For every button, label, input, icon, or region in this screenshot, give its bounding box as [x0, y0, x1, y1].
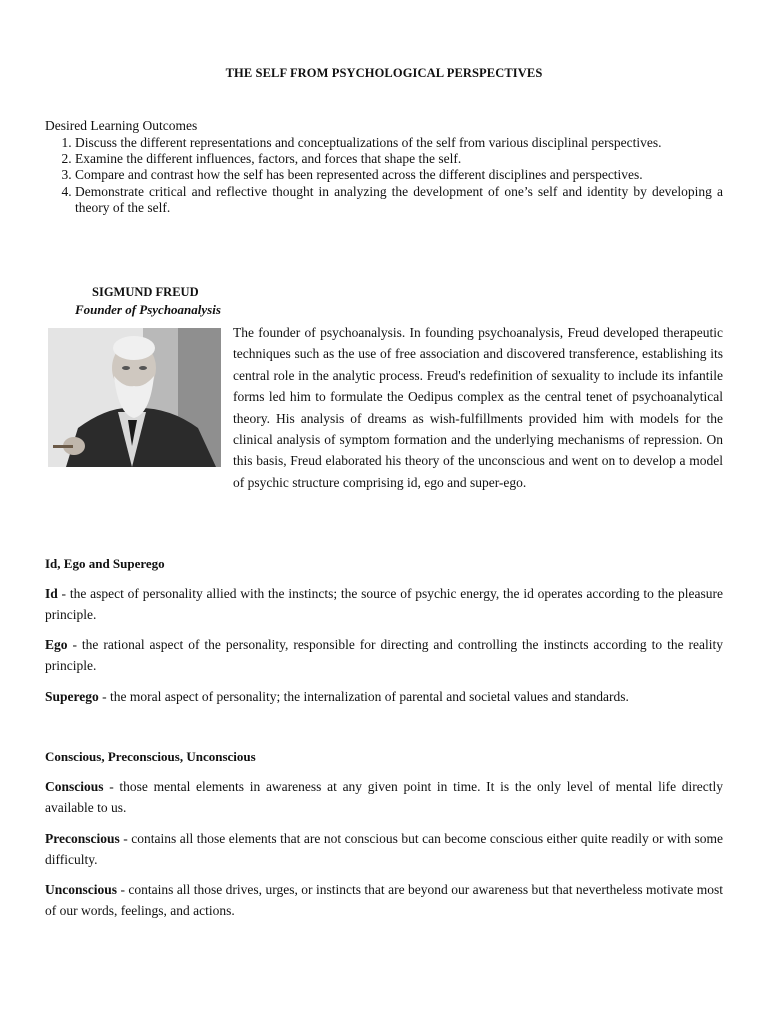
conscious-definition — [45, 776, 723, 819]
outcome-item: 2. Examine the different influences, factors, and forces that shape the self. — [75, 151, 723, 167]
levels-heading: Conscious, Preconscious, Unconscious — [45, 749, 256, 764]
freud-intro-text: The founder of psychoanalysis. In founding psychoanalysis, Freud developed therapeutic techniques such as the use of free association and discovered transference, establishing its central role in the analytic process. Freud's redefinition of sexuality to include its infantile forms led him to formulate the Oedipus complex as the central tenet of psychoanalytical theory. His analysis of dreams as wish-fulfillments provided him with models for the clinical analysis of symptom formation and the underlying mechanisms of repression. On this basis, Freud elaborated his theory of the unconscious and went on to develop a model of psychic structure comprising id, ego and super-ego. — [233, 325, 723, 490]
ego-definition — [45, 634, 723, 677]
superego-definition — [45, 686, 723, 707]
preconscious-text: - contains all those elements that are not conscious but can become conscious either quite readily or with some difficulty. — [45, 831, 723, 868]
outcome-item: 3. Compare and contrast how the self has been represented across the different disciplines and perspectives. — [75, 167, 723, 183]
id-term: Id — [45, 586, 58, 601]
id-definition — [45, 583, 723, 626]
page-title: THE SELF FROM PSYCHOLOGICAL PERSPECTIVES — [225, 66, 543, 80]
freud-portrait-photo — [48, 328, 221, 467]
superego-text: - the moral aspect of personality; the internalization of parental and societal values and standards. — [98, 689, 629, 704]
ego-text: - the rational aspect of the personality, responsible for directing and controlling the instincts according to the reality principle. — [45, 637, 723, 674]
id-text: - the aspect of personality allied with the instincts; the source of psychic energy, the id operates according to the pleasure principle. — [45, 586, 723, 623]
outcome-item: 4. Demonstrate critical and reflective thought in analyzing the development of one’s self and identity by developing a theory of the self. — [75, 184, 723, 216]
superego-term: Superego — [45, 689, 99, 704]
outcome-item: 1. Discuss the different representations and conceptualizations of the self from various disciplinal perspectives. — [75, 135, 723, 151]
outcomes-heading: Desired Learning Outcomes — [45, 118, 198, 133]
unconscious-term: Unconscious — [45, 882, 118, 897]
preconscious-definition — [45, 828, 723, 871]
preconscious-term: Preconscious — [45, 831, 120, 846]
conscious-term: Conscious — [45, 779, 104, 794]
unconscious-text: - contains all those drives, urges, or instincts that are beyond our awareness but that nevertheless motivate most of our words, feelings, and actions. — [45, 882, 723, 919]
outcomes-list — [45, 135, 723, 216]
conscious-text: - those mental elements in awareness at any given point in time. It is the only level of mental life directly available to us. — [45, 779, 723, 816]
unconscious-definition — [45, 879, 723, 922]
id-ego-superego-heading: Id, Ego and Superego — [45, 556, 165, 571]
ego-term: Ego — [45, 637, 68, 652]
freud-heading: SIGMUND FREUD — [92, 285, 199, 299]
freud-subtitle: Founder of Psychoanalysis — [75, 302, 221, 317]
